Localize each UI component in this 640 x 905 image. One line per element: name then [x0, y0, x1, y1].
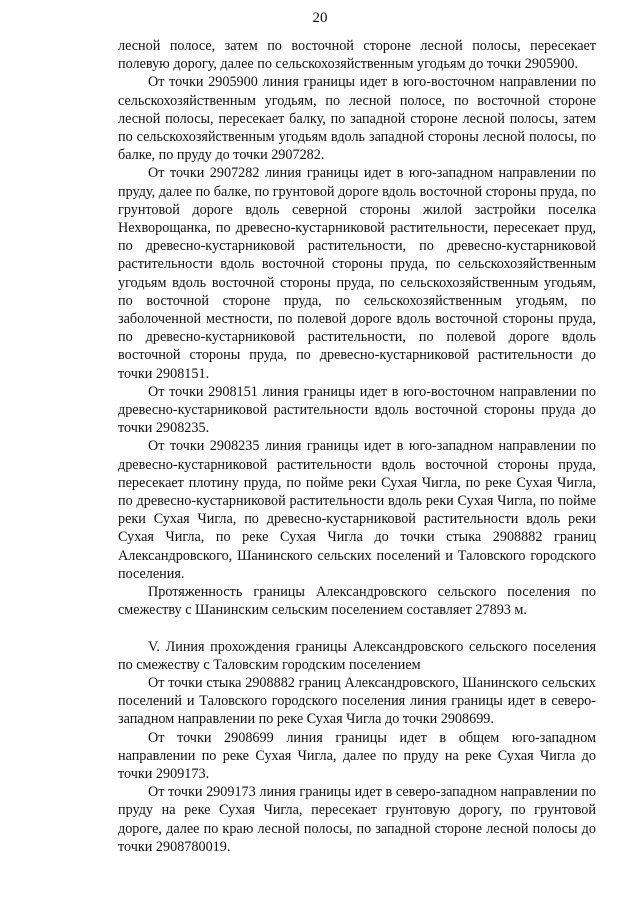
paragraph: лесной полосе, затем по восточной стороне лесной полосы, пересекает полевую дорогу, далее по сельскохозяйственным угодьям до точки 2905900. [118, 38, 596, 73]
paragraph: От точки 2905900 линия границы идет в юго-восточном направлении по сельскохозяйственным угодьям, по лесной полосе, по восточной стороне лесной полосы, пересекает балку, по западной стороне лесной полосы, затем по сельскохозяйственным угодьям вдоль западной стороны лесной полосы, по балке, по пруду до точки 2907282. [118, 74, 596, 164]
paragraph: От точки 2907282 линия границы идет в юго-западном направлении по пруду, далее по балке, по грунтовой дороге вдоль восточной стороны пруда, по грунтовой дороге вдоль северной стороны жилой застройки поселка Нехворощанка, по древесно-кустарниковой растительности, пересекает пруд, по древесно-кустарниковой растительности, по древесно-кустарниковой растительности вдоль восточной стороны пруда, по сельскохозяйственным угодьям вдоль восточной стороны пруда, по сельскохозяйственным угодьям, по восточной стороне пруда, по сельскохозяйственным угодьям, по заболоченной местности, по полевой дороге вдоль восточной стороны пруда, по древесно-кустарниковой растительности, по полевой дороге вдоль восточной стороны пруда, по древесно-кустарниковой растительности до точки 2908151. [118, 165, 596, 382]
paragraph: Протяженность границы Александровского сельского поселения по смежеству с Шанинским сельским поселением составляет 27893 м. [118, 584, 596, 619]
paragraph: От точки 2909173 линия границы идет в северо-западном направлении по пруду на реке Сухая Чигла, пересекает грунтовую дорогу, по грунтовой дороге, далее по краю лесной полосы, по западной стороне лесной полосы до точки 2908780019. [118, 784, 596, 855]
section-heading: V. Линия прохождения границы Александровского сельского поселения по смежеству с Таловским городским поселением [118, 638, 596, 673]
document-body [118, 37, 596, 856]
paragraph: От точки 2908235 линия границы идет в юго-западном направлении по древесно-кустарниковой растительности вдоль восточной стороны пруда, пересекает плотину пруда, по пойме реки Сухая Чигла, по реке Сухая Чигла, по древесно-кустарниковой растительности вдоль реки Сухая Чигла, по пойме реки Сухая Чигла, по древесно-кустарниковой растительности вдоль реки Сухая Чигла, по реке Сухая Чигла до точки стыка 2908882 границ Александровского, Шанинского сельских поселений и Таловского городского поселения. [118, 438, 596, 582]
paragraph: От точки 2908151 линия границы идет в юго-восточном направлении по древесно-кустарниковой растительности вдоль восточной стороны пруда до точки 2908235. [118, 383, 596, 437]
paragraph: От точки 2908699 линия границы идет в общем юго-западном направлении по реке Сухая Чигла, далее по пруду на реке Сухая Чигла до точки 2909173. [118, 729, 596, 782]
page-number: 20 [312, 10, 328, 26]
paragraph: От точки стыка 2908882 границ Александровского, Шанинского сельских поселений и Таловского городского поселения линия границы идет в северо-западном направлении по реке Сухая Чигла до точки 2908699. [118, 674, 596, 728]
